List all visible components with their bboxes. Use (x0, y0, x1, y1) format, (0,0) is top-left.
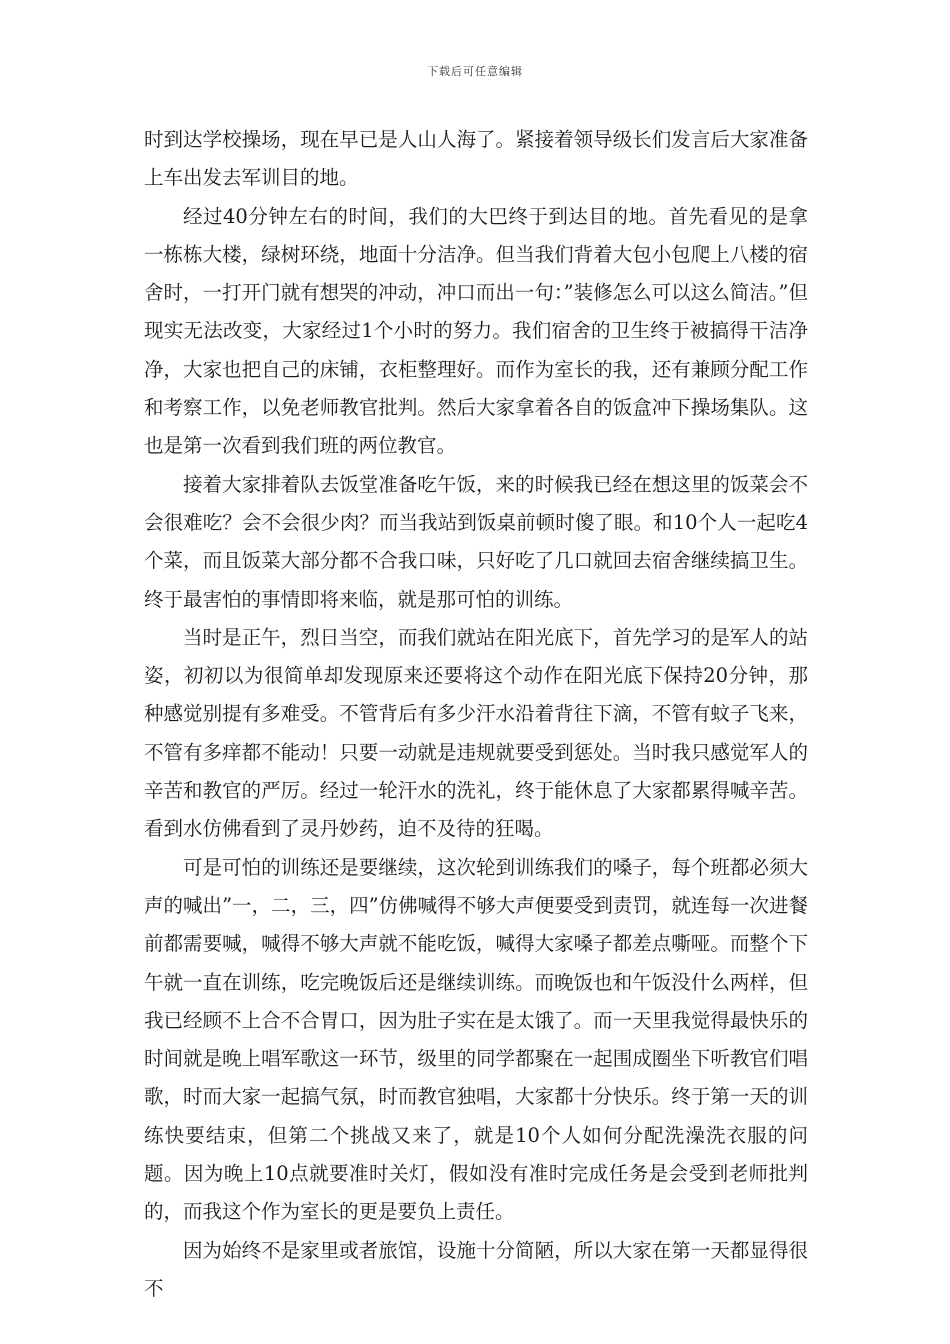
paragraph-6: 因为始终不是家里或者旅馆，设施十分简陋，所以大家在第一天都显得很不 (144, 1238, 808, 1300)
paragraph-2: 经过40分钟左右的时间，我们的大巴终于到达目的地。首先看见的是拿一栋栋大楼，绿树环绕，地面十分洁净。但当我们背着大包小包爬上八楼的宿舍时，一打开门就有想哭的冲动，冲口而出一句：”装修怎么可以这么简洁。”但现实无法改变，大家经过1个小时的努力。我们宿舍的卫生终于被搞得干洁净净，大家也把自己的床铺，衣柜整理好。而作为室长的我，还有兼顾分配工作和考察工作，以免老师教官批判。然后大家拿着各自的饭盒冲下操场集队。这也是第一次看到我们班的两位教官。 (144, 204, 808, 458)
page-header: 下载后可任意编辑 (427, 65, 523, 78)
paragraph-5: 可是可怕的训练还是要继续，这次轮到训练我们的嗓子，每个班都必须大声的喊出”一，二，三，四”仿佛喊得不够大声便要受到责罚，就连每一次进餐前都需要喊，喊得不够大声就不能吃饭，喊得大家嗓子都差点嘶哑。而整个下午就一直在训练，吃完晚饭后还是继续训练。而晚饭也和午饭没什么两样，但我已经顾不上合不合胃口，因为肚子实在是太饿了。而一天里我觉得最快乐的时间就是晚上唱军歌这一环节，级里的同学都聚在一起围成圈坐下听教官们唱歌，时而大家一起搞气氛，时而教官独唱，大家都十分快乐。终于第一天的训练快要结束，但第二个挑战又来了，就是10个人如何分配洗澡洗衣服的问题。因为晚上10点就要准时关灯，假如没有准时完成任务是会受到老师批判的，而我这个作为室长的更是要负上责任。 (144, 855, 808, 1224)
paragraph-4: 当时是正午，烈日当空，而我们就站在阳光底下，首先学习的是军人的站姿，初初以为很简单却发现原来还要将这个动作在阳光底下保持20分钟，那种感觉别提有多难受。不管背后有多少汗水沿着背往下滴，不管有蚊子飞来，不管有多痒都不能动！只要一动就是违规就要受到惩处。当时我只感觉军人的辛苦和教官的严厉。经过一轮汗水的洗礼，终于能休息了大家都累得喊辛苦。看到水仿佛看到了灵丹妙药，迫不及待的狂喝。 (144, 625, 808, 841)
paragraph-1: 时到达学校操场，现在早已是人山人海了。紧接着领导级长们发言后大家准备上车出发去军训目的地。 (144, 128, 808, 190)
paragraph-3: 接着大家排着队去饭堂准备吃午饭，来的时候我已经在想这里的饭菜会不会很难吃？会不会很少肉？而当我站到饭桌前顿时傻了眼。和10个人一起吃4个菜，而且饭菜大部分都不合我口味，只好吃了几口就回去宿舍继续搞卫生。终于最害怕的事情即将来临，就是那可怕的训练。 (144, 472, 808, 611)
document-body (144, 121, 808, 1308)
